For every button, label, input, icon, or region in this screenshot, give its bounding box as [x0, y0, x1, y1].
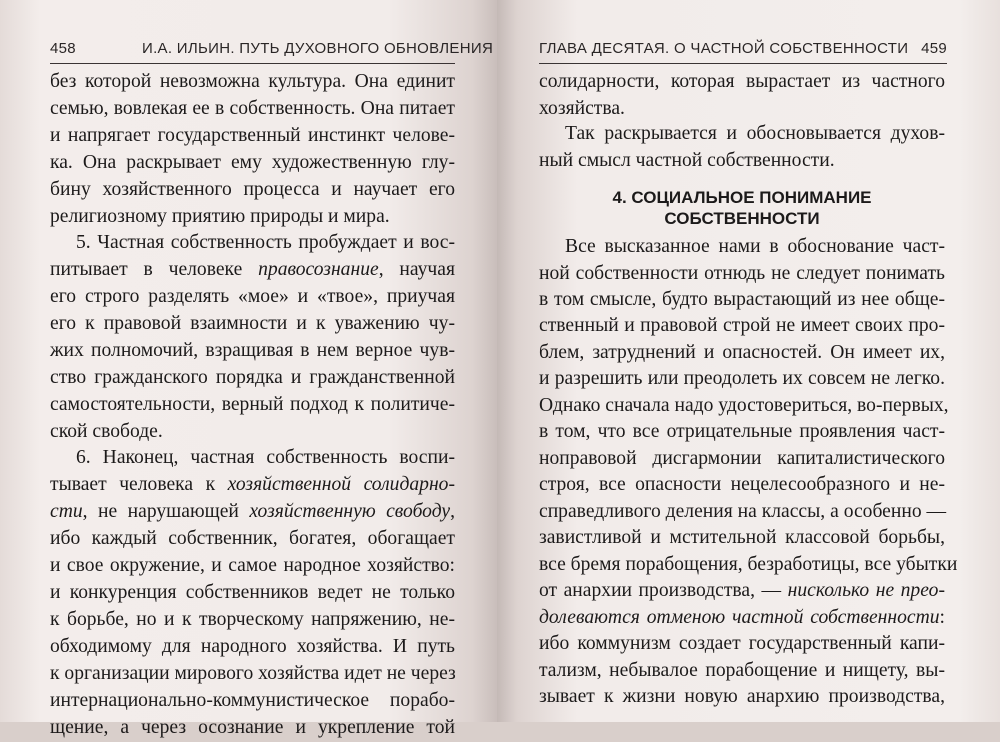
- text-line: без которой невозможна культура. Она единит: [50, 71, 455, 92]
- text-line: питывает в человеке правосознание, научая: [50, 259, 455, 280]
- text-line: строя, все опасности нецелесообразного и не-: [539, 474, 945, 495]
- text-line: и разрешить или преодолеть их совсем не легко.: [539, 368, 945, 389]
- right-page-number: 459: [921, 40, 947, 57]
- text-line: интернационально-коммунистическое порабо-: [50, 690, 455, 711]
- left-running-header: [50, 38, 494, 64]
- text-line: ство гражданского порядка и гражданственной: [50, 367, 455, 388]
- text-line: справедливого деления на классы, а особенно —: [539, 501, 947, 522]
- text-line: зывает к жизни новую анархию производства,: [539, 686, 945, 707]
- text-line: 6. Наконец, частная собственность воспи-: [76, 447, 455, 468]
- text-line: его строго разделять «мое» и «твое», приучая: [50, 286, 455, 307]
- text-line: щение, а через осознание и укрепление той: [50, 717, 455, 738]
- text-line: и напрягает государственный инстинкт челове-: [50, 125, 455, 146]
- text-line: ной собственности отнюдь не следует понимать: [539, 263, 945, 284]
- text-line: ственный и правовой строй не имеет своих про-: [539, 315, 945, 336]
- right-page: [497, 0, 1000, 722]
- section-heading: СОБСТВЕННОСТИ: [664, 209, 820, 228]
- header-rule: [539, 63, 947, 64]
- right-running-head: ГЛАВА ДЕСЯТАЯ. О ЧАСТНОЙ СОБСТВЕННОСТИ: [539, 40, 909, 57]
- text-line: 5. Частная собственность пробуждает и вос-: [76, 232, 455, 253]
- text-line: его к правовой взаимности и к уважению чу-: [50, 313, 455, 334]
- text-line: и конкуренция собственников ведет не только: [50, 582, 455, 603]
- text-line: все бремя порабощения, безработицы, все убытки: [539, 554, 958, 575]
- text-line: обходимому для народного хозяйства. И путь: [50, 636, 455, 657]
- left-running-head: И.А. ИЛЬИН. ПУТЬ ДУХОВНОГО ОБНОВЛЕНИЯ: [142, 40, 494, 57]
- text-line: долеваются отменою частной собственности:: [539, 607, 945, 628]
- left-page: [0, 0, 497, 738]
- text-line: к организации мирового хозяйства идет не через: [50, 663, 456, 684]
- text-line: в том смысле, будто вырастающий из нее обще-: [539, 289, 945, 310]
- text-line: и свое окружение, и самое народное хозяйство:: [50, 555, 455, 576]
- text-line: тывает человека к хозяйственной солидарно-: [50, 474, 455, 495]
- text-line: жих полномочий, взращивая в нем верное чув-: [50, 340, 455, 361]
- text-line: ской свободе.: [50, 421, 163, 442]
- text-line: бину хозяйственного процесса и научает его: [50, 179, 455, 200]
- text-line: завистливой и мстительной классовой борьбы,: [539, 527, 945, 548]
- text-line: самостоятельности, верный подход к политиче-: [50, 394, 455, 415]
- left-page-number: 458: [50, 40, 76, 57]
- text-line: Однако сначала надо удостовериться, во-первых,: [539, 395, 949, 416]
- text-line: семью, вовлекая ее в собственность. Она питает: [50, 98, 455, 119]
- text-line: Так раскрывается и обосновывается духов-: [565, 123, 945, 144]
- text-line: от анархии производства, — нисколько не прео-: [539, 580, 945, 601]
- text-line: в том, что все отрицательные проявления част-: [539, 421, 945, 442]
- text-line: тализм, небывалое порабощение и нищету, вы-: [539, 660, 945, 681]
- header-rule: [50, 63, 455, 64]
- text-line: солидарности, которая вырастает из частного: [539, 71, 945, 92]
- text-line: блем, затруднений и опасностей. Он имеет их,: [539, 342, 945, 363]
- text-line: ный смысл частной собственности.: [539, 150, 835, 171]
- text-line: ибо каждый собственник, богатея, обогащает: [50, 528, 455, 549]
- text-line: Все высказанное нами в обоснование част-: [565, 236, 945, 257]
- text-line: религиозному приятию природы и мира.: [50, 206, 390, 227]
- text-line: ка. Она раскрывает ему художественную глу-: [50, 152, 455, 173]
- section-heading: 4. СОЦИАЛЬНОЕ ПОНИМАНИЕ: [612, 188, 872, 207]
- text-line: хозяйства.: [539, 98, 625, 119]
- text-line: сти, не нарушающей хозяйственную свободу,: [50, 501, 455, 522]
- text-line: ибо коммунизм создает государственный капи-: [539, 633, 945, 654]
- text-line: ноправовой дисгармонии капиталистического: [539, 448, 945, 469]
- right-running-header: [539, 38, 947, 64]
- text-line: к борьбе, но и к творческому напряжению, не-: [50, 609, 455, 630]
